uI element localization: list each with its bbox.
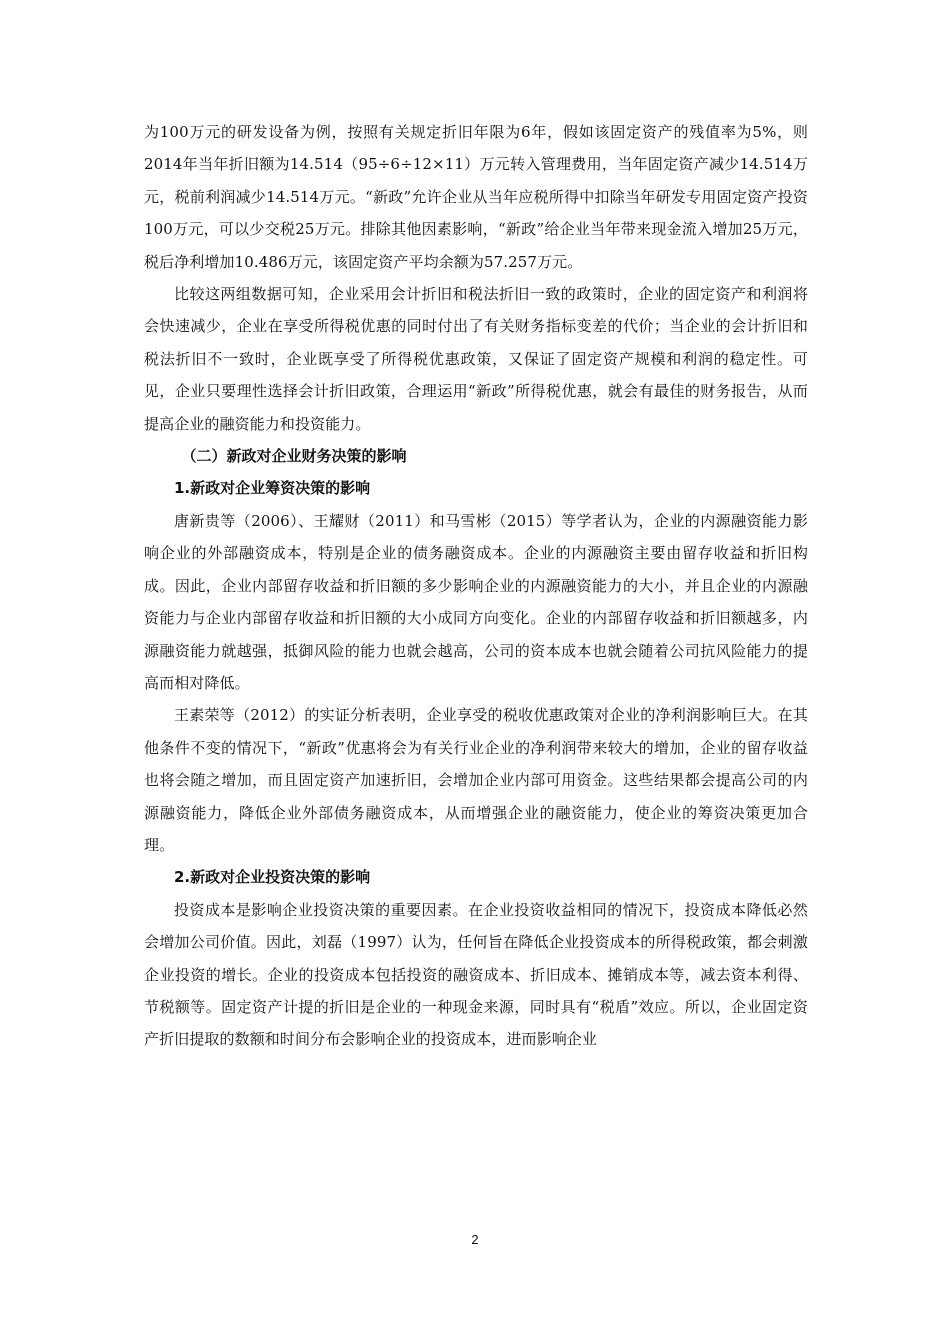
section-heading: （二）新政对企业财务决策的影响 [181,447,407,466]
paragraph-investment-1: 投资成本是影响企业投资决策的重要因素。在企业投资收益相同的情况下，投资成本降低必然会增加公司价值。因此，刘磊（1997）认为，任何旨在降低企业投资成本的所得税政策，都会刺激企业投资的增长。企业的投资成本包括投资的融资成本、折旧成本、摊销成本等，减去资本利得、节税额等。固定资产计提的折旧是企业的一种现金来源，同时具有“税盾”效应。所以，企业固定资产折旧提取的数额和时间分布会影响企业的投资成本，进而影响企业 [144,900,808,1049]
paragraph-financing-1: 唐新贵等（2006）、王耀财（2011）和马雪彬（2015）等学者认为，企业的内源融资能力影响企业的外部融资成本，特别是企业的债务融资成本。企业的内源融资主要由留存收益和折旧构成。因此，企业内部留存收益和折旧额的多少影响企业的内源融资能力的大小，并且企业的内源融资能力与企业内部留存收益和折旧额的大小成同方向变化。企业的内部留存收益和折旧额越多，内源融资能力就越强，抵御风险的能力也就会越高，公司的资本成本也就会随着公司抗风险能力的提高而相对降低。 [144,511,808,692]
subsection-heading-financing: 1.新政对企业筹资决策的影响 [174,479,371,498]
page-body [144,116,808,1056]
paragraph-continued: 为100万元的研发设备为例，按照有关规定折旧年限为6年，假如该固定资产的残值率为5%，则2014年当年折旧额为14.514（95÷6÷12×11）万元转入管理费用，当年固定资产减少14.514万元，税前利润减少14.514万元。“新政”允许企业从当年应税所得中扣除当年研发专用固定资产投资100万元，可以少交税25万元。排除其他因素影响，“新政”给企业当年带来现金流入增加25万元，税后净利增加10.486万元，该固定资产平均余额为57.257万元。 [144,123,808,271]
paragraph-comparison: 比较这两组数据可知，企业采用会计折旧和税法折旧一致的政策时，企业的固定资产和利润将会快速减少，企业在享受所得税优惠的同时付出了有关财务指标变差的代价；当企业的会计折旧和税法折旧不一致时，企业既享受了所得税优惠政策，又保证了固定资产规模和利润的稳定性。可见，企业只要理性选择会计折旧政策，合理运用“新政”所得税优惠，就会有最佳的财务报告，从而提高企业的融资能力和投资能力。 [144,285,808,433]
subsection-heading-investment: 2.新政对企业投资决策的影响 [174,868,371,887]
paragraph-financing-2: 王素荣等（2012）的实证分析表明，企业享受的税收优惠政策对企业的净利润影响巨大。在其他条件不变的情况下，“新政”优惠将会为有关行业企业的净利润带来较大的增加，企业的留存收益也将会随之增加，而且固定资产加速折旧，会增加企业内部可用资金。这些结果都会提高公司的内源融资能力，降低企业外部债务融资成本，从而增强企业的融资能力，使企业的筹资决策更加合理。 [144,706,808,854]
page-number: 2 [471,1232,479,1247]
